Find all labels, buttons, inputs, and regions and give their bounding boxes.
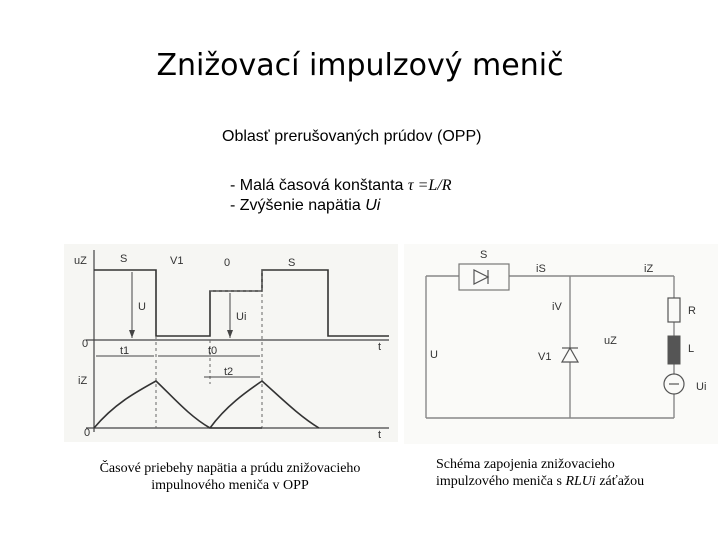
label-l: L xyxy=(688,343,695,355)
bullet-voltage-increase-symbol: Ui xyxy=(365,197,381,214)
bullet-time-constant-formula: τ =L/R xyxy=(407,177,452,194)
label-iz: iZ xyxy=(644,263,654,275)
waveform-caption xyxy=(70,460,390,494)
bullet-voltage-increase-text: - Zvýšenie napätia xyxy=(230,197,366,214)
circuit-figure xyxy=(404,244,718,444)
ui-arrow-head xyxy=(227,330,233,338)
label-s-first: S xyxy=(120,253,128,265)
label-s: S xyxy=(480,249,488,261)
circuit-caption-line2-suffix: záťažou xyxy=(595,474,645,489)
label-t2: t2 xyxy=(224,366,234,378)
label-origin-bottom: 0 xyxy=(84,427,91,439)
waveform-caption-line1: Časové priebehy napätia a prúdu znižovacieho xyxy=(99,461,361,476)
circuit-caption xyxy=(436,456,696,490)
iz-waveform xyxy=(94,381,319,428)
label-t-axis-bottom: t xyxy=(378,429,382,441)
label-origin-top: 0 xyxy=(82,338,89,350)
label-ui: Ui xyxy=(696,381,707,393)
bullet-list xyxy=(230,176,452,216)
slide-subtitle: Oblasť prerušovaných prúdov (OPP) xyxy=(222,128,482,145)
resistor-r xyxy=(668,298,680,322)
label-is: iS xyxy=(536,263,546,275)
label-u: U xyxy=(430,349,438,361)
bullet-time-constant-text: - Malá časová konštanta xyxy=(230,177,408,194)
label-v1: V1 xyxy=(538,351,552,363)
label-t0: t0 xyxy=(208,345,218,357)
waveform-figure xyxy=(64,244,398,442)
diode-v1-symbol xyxy=(562,348,578,362)
label-iv: iV xyxy=(552,301,562,313)
u-arrow-head xyxy=(129,330,135,338)
label-uz: uZ xyxy=(604,335,617,347)
circuit-caption-line1: Schéma zapojenia znižovacieho xyxy=(436,457,615,472)
label-zero-top: 0 xyxy=(224,257,231,269)
bullet-voltage-increase xyxy=(230,196,452,216)
label-ui: Ui xyxy=(236,311,247,323)
label-r: R xyxy=(688,305,696,317)
bullet-time-constant xyxy=(230,176,452,196)
label-s-second: S xyxy=(288,257,296,269)
circuit-caption-line2 xyxy=(436,473,696,490)
label-iz: iZ xyxy=(78,375,88,387)
label-u: U xyxy=(138,301,146,313)
circuit-caption-line2-italic: RLUi xyxy=(565,474,596,489)
label-uz: uZ xyxy=(74,255,87,267)
label-t-axis-top: t xyxy=(378,341,382,353)
switch-s-box xyxy=(459,264,509,290)
slide-title: Znižovací impulzový menič xyxy=(156,48,564,83)
label-v1: V1 xyxy=(170,255,184,267)
label-t1: t1 xyxy=(120,345,130,357)
inductor-l xyxy=(668,336,680,364)
circuit-caption-line2-prefix: impulzového meniča s xyxy=(436,474,566,489)
waveform-caption-line2: impulnového meniča v OPP xyxy=(151,478,309,493)
